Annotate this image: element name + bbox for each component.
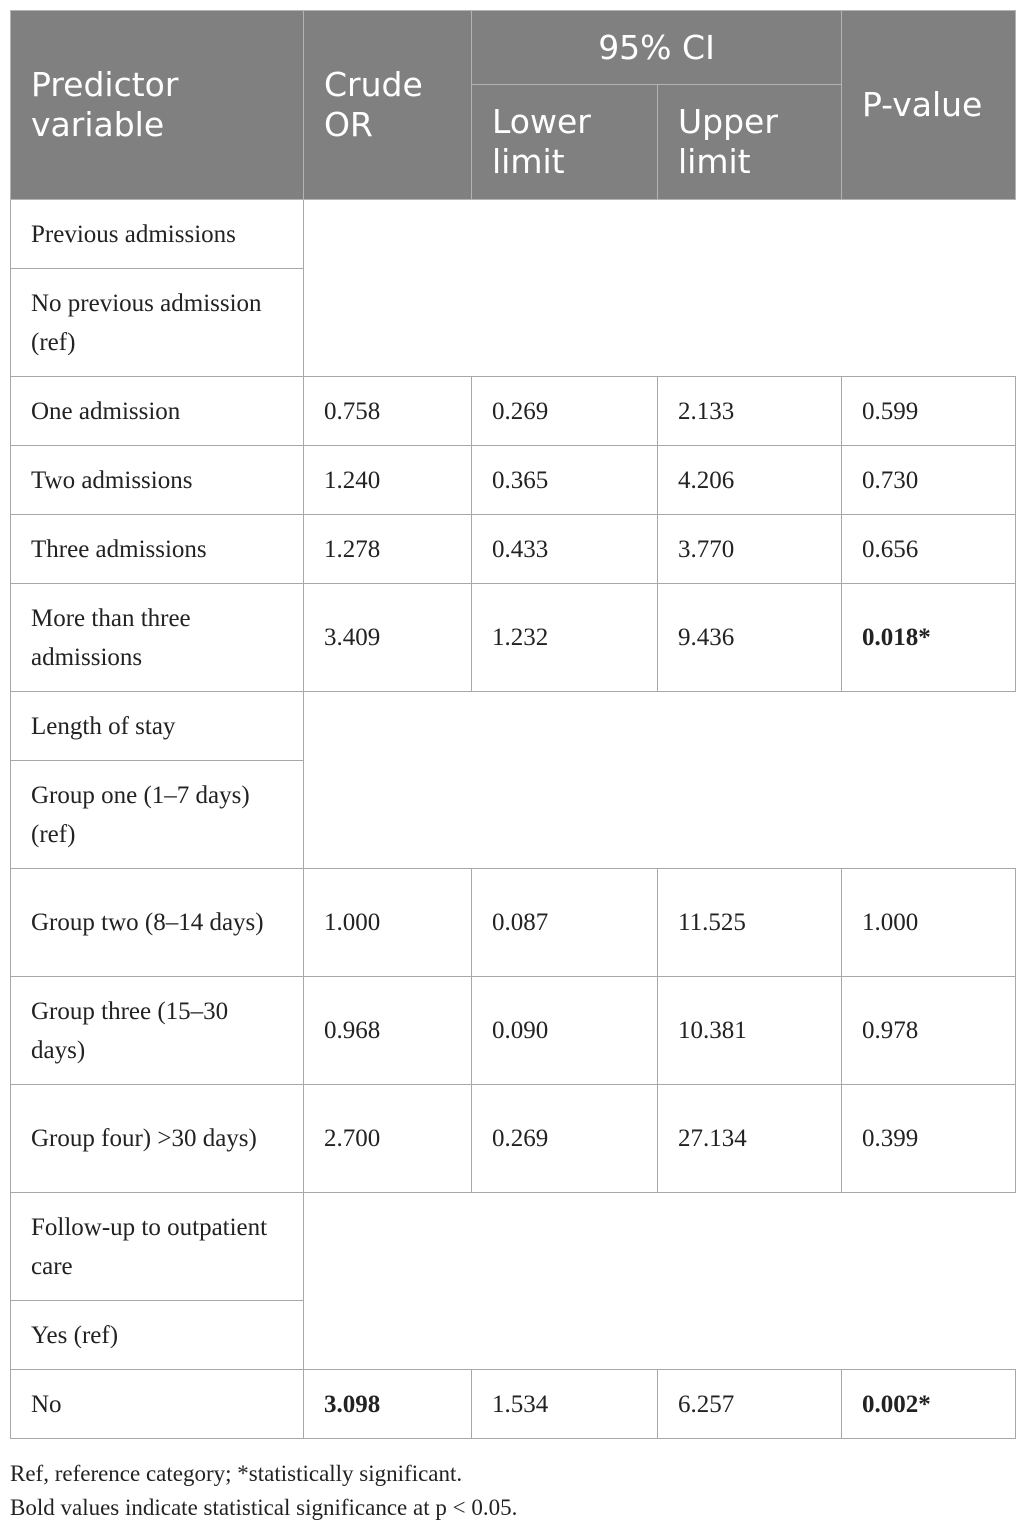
table-row bbox=[11, 1370, 1016, 1439]
row-label: More than three admissions bbox=[11, 584, 304, 692]
table-row bbox=[11, 200, 1016, 269]
row-label: Two admissions bbox=[11, 446, 304, 515]
crude-or-cell: 0.758 bbox=[304, 377, 472, 446]
p-value-cell: 0.978 bbox=[842, 977, 1016, 1085]
row-label: Group three (15–30 days) bbox=[11, 977, 304, 1085]
table-row bbox=[11, 446, 1016, 515]
empty-cell bbox=[304, 200, 1016, 377]
upper-limit-cell: 27.134 bbox=[658, 1085, 842, 1193]
table-row bbox=[11, 377, 1016, 446]
table-row bbox=[11, 692, 1016, 761]
header-predictor: Predictor variable bbox=[11, 11, 304, 200]
header-lower-limit: Lower limit bbox=[472, 85, 658, 200]
row-label: Follow-up to outpatient care bbox=[11, 1193, 304, 1301]
table-row bbox=[11, 869, 1016, 977]
table-footnotes bbox=[10, 1457, 1015, 1525]
row-label: Three admissions bbox=[11, 515, 304, 584]
upper-limit-cell: 9.436 bbox=[658, 584, 842, 692]
p-value-cell: 0.018* bbox=[842, 584, 1016, 692]
upper-limit-cell: 3.770 bbox=[658, 515, 842, 584]
crude-or-cell: 1.240 bbox=[304, 446, 472, 515]
table-row bbox=[11, 977, 1016, 1085]
row-label: No bbox=[11, 1370, 304, 1439]
table-row bbox=[11, 1085, 1016, 1193]
row-label: Group four) >30 days) bbox=[11, 1085, 304, 1193]
header-crude-or: Crude OR bbox=[304, 11, 472, 200]
lower-limit-cell: 0.269 bbox=[472, 377, 658, 446]
empty-cell bbox=[304, 692, 1016, 869]
row-label: Group one (1–7 days) (ref) bbox=[11, 761, 304, 869]
upper-limit-cell: 10.381 bbox=[658, 977, 842, 1085]
footnote-ref: Ref, reference category; *statistically significant. bbox=[10, 1461, 463, 1486]
row-label: Yes (ref) bbox=[11, 1301, 304, 1370]
row-label: Previous admissions bbox=[11, 200, 304, 269]
header-95-ci: 95% CI bbox=[472, 11, 842, 85]
footnote-bold: Bold values indicate statistical significance at p < 0.05. bbox=[10, 1495, 518, 1520]
table-row bbox=[11, 584, 1016, 692]
crude-or-cell: 0.968 bbox=[304, 977, 472, 1085]
row-label: No previous admission (ref) bbox=[11, 269, 304, 377]
p-value-cell: 1.000 bbox=[842, 869, 1016, 977]
crude-or-cell: 1.278 bbox=[304, 515, 472, 584]
crude-or-cell: 3.409 bbox=[304, 584, 472, 692]
crude-or-cell: 2.700 bbox=[304, 1085, 472, 1193]
upper-limit-cell: 11.525 bbox=[658, 869, 842, 977]
row-label: Length of stay bbox=[11, 692, 304, 761]
empty-cell bbox=[304, 1193, 1016, 1370]
upper-limit-cell: 4.206 bbox=[658, 446, 842, 515]
lower-limit-cell: 0.087 bbox=[472, 869, 658, 977]
p-value-cell: 0.730 bbox=[842, 446, 1016, 515]
lower-limit-cell: 0.090 bbox=[472, 977, 658, 1085]
crude-or-cell: 1.000 bbox=[304, 869, 472, 977]
upper-limit-cell: 6.257 bbox=[658, 1370, 842, 1439]
header-upper-limit: Upper limit bbox=[658, 85, 842, 200]
row-label: Group two (8–14 days) bbox=[11, 869, 304, 977]
lower-limit-cell: 0.433 bbox=[472, 515, 658, 584]
p-value-cell: 0.002* bbox=[842, 1370, 1016, 1439]
odds-ratio-table bbox=[10, 10, 1016, 1439]
header-p-value: P-value bbox=[842, 11, 1016, 200]
lower-limit-cell: 1.534 bbox=[472, 1370, 658, 1439]
upper-limit-cell: 2.133 bbox=[658, 377, 842, 446]
p-value-cell: 0.656 bbox=[842, 515, 1016, 584]
lower-limit-cell: 1.232 bbox=[472, 584, 658, 692]
lower-limit-cell: 0.365 bbox=[472, 446, 658, 515]
table-row bbox=[11, 515, 1016, 584]
row-label: One admission bbox=[11, 377, 304, 446]
crude-or-cell: 3.098 bbox=[304, 1370, 472, 1439]
p-value-cell: 0.599 bbox=[842, 377, 1016, 446]
table-row bbox=[11, 1193, 1016, 1301]
lower-limit-cell: 0.269 bbox=[472, 1085, 658, 1193]
p-value-cell: 0.399 bbox=[842, 1085, 1016, 1193]
